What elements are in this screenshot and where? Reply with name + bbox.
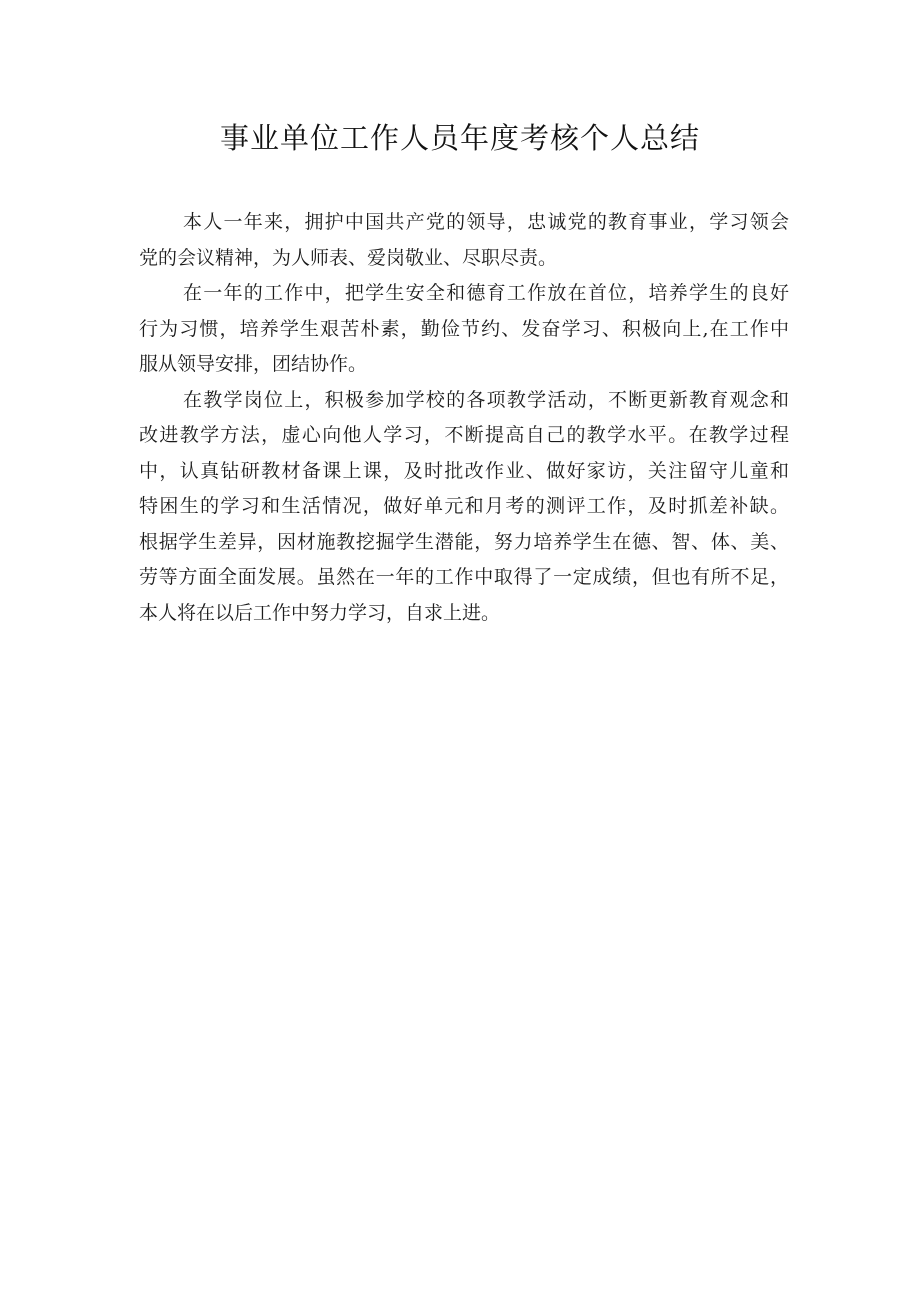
paragraph-3 (139, 383, 789, 632)
paragraph-line: 改进教学方法，虚心向他人学习，不断提高自己的教学水平。在教学过程 (139, 424, 789, 446)
paragraph-line: 中，认真钻研教材备课上课，及时批改作业、做好家访，关注留守儿童和 (139, 459, 789, 482)
paragraph-line: 行为习惯，培养学生艰苦朴素，勤俭节约、发奋学习、积极向上,在工作中 (139, 317, 789, 340)
paragraph-line: 党的会议精神，为人师表、爱岗敬业、尽职尽责。 (139, 246, 558, 269)
document-title: 事业单位工作人员年度考核个人总结 (219, 121, 700, 155)
paragraph-line: 劳等方面全面发展。虽然在一年的工作中取得了一定成绩，但也有所不足， (139, 566, 789, 588)
paragraph-line: 在教学岗位上，积极参加学校的各项教学活动，不断更新教育观念和 (183, 388, 789, 411)
paragraph-line: 根据学生差异，因材施教挖掘学生潜能，努力培养学生在德、智、体、美、 (139, 530, 789, 553)
paragraph-1 (139, 205, 789, 276)
paragraph-line: 服从领导安排，团结协作。 (139, 353, 368, 375)
paragraph-line: 特困生的学习和生活情况，做好单元和月考的测评工作，及时抓差补缺。 (139, 495, 789, 517)
document-body (139, 205, 789, 631)
paragraph-2 (139, 276, 789, 383)
paragraph-line: 本人将在以后工作中努力学习，自求上进。 (139, 601, 501, 624)
paragraph-line: 本人一年来，拥护中国共产党的领导，忠诚党的教育事业，学习领会 (183, 211, 789, 233)
paragraph-line: 在一年的工作中，把学生安全和德育工作放在首位，培养学生的良好 (183, 282, 789, 304)
